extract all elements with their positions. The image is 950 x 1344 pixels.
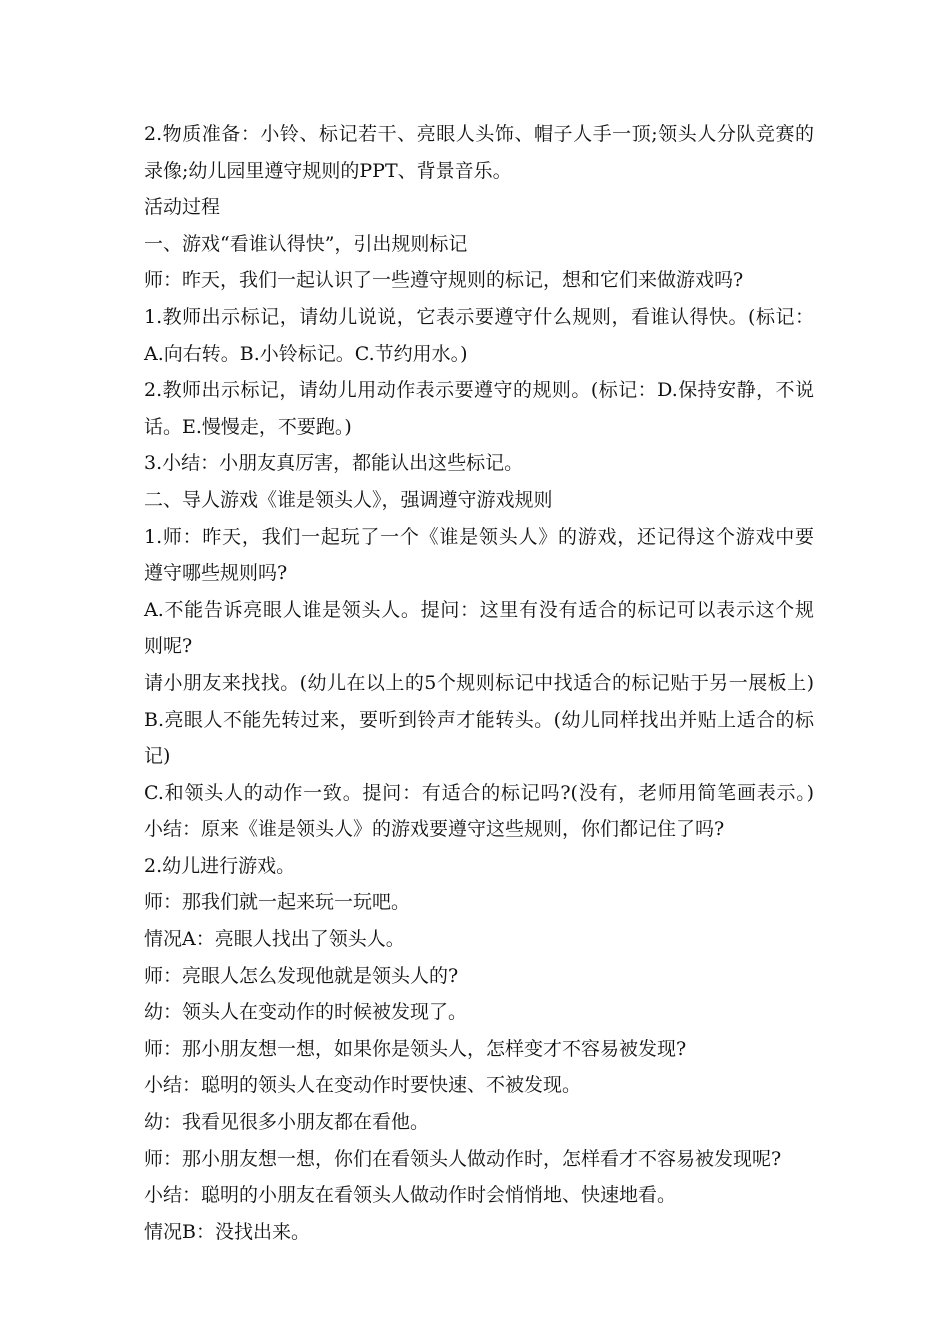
text-line: A.向右转。B.小铃标记。C.节约用水。) bbox=[144, 342, 468, 365]
section-heading: 活动过程 bbox=[144, 196, 221, 219]
text-line: C.和领头人的动作一致。提问：有适合的标记吗?(没有，老师用简笔画表示。) bbox=[144, 781, 814, 804]
text-line: 请小朋友来找找。(幼儿在以上的5个规则标记中找适合的标记贴于另一展板上) bbox=[144, 671, 814, 694]
text-line: 小结：聪明的领头人在变动作时要快速、不被发现。 bbox=[144, 1074, 582, 1097]
text-line: 师：亮眼人怎么发现他就是领头人的? bbox=[144, 964, 459, 987]
text-line: 情况B：没找出来。 bbox=[144, 1220, 310, 1243]
text-line: A.不能告诉亮眼人谁是领头人。提问：这里有没有适合的标记可以表示这个规 bbox=[144, 598, 814, 621]
text-line: 师：那小朋友想一想，如果你是领头人，怎样变才不容易被发现? bbox=[144, 1037, 687, 1060]
text-line: 1.师：昨天，我们一起玩了一个《谁是领头人》的游戏，还记得这个游戏中要 bbox=[144, 525, 814, 548]
text-line: 录像;幼儿园里遵守规则的PPT、背景音乐。 bbox=[144, 159, 512, 182]
text-line: 遵守哪些规则吗? bbox=[144, 562, 288, 585]
text-line: 情况A：亮眼人找出了领头人。 bbox=[144, 928, 405, 951]
text-line: 幼：领头人在变动作的时候被发现了。 bbox=[144, 1001, 468, 1024]
text-line: 3.小结：小朋友真厉害，都能认出这些标记。 bbox=[144, 452, 524, 475]
text-line: 话。E.慢慢走，不要跑。) bbox=[144, 415, 352, 438]
text-line: 1.教师出示标记，请幼儿说说，它表示要遵守什么规则，看谁认得快。(标记： bbox=[144, 305, 814, 328]
text-line: 幼：我看见很多小朋友都在看他。 bbox=[144, 1111, 430, 1134]
text-line: 小结：聪明的小朋友在看领头人做动作时会悄悄地、快速地看。 bbox=[144, 1184, 677, 1207]
text-line: 师：那小朋友想一想，你们在看领头人做动作时，怎样看才不容易被发现呢? bbox=[144, 1147, 782, 1170]
text-line: 师：那我们就一起来玩一玩吧。 bbox=[144, 891, 411, 914]
text-line: 师：昨天，我们一起认识了一些遵守规则的标记，想和它们来做游戏吗? bbox=[144, 269, 744, 292]
text-line: 小结：原来《谁是领头人》的游戏要遵守这些规则，你们都记住了吗? bbox=[144, 818, 725, 841]
document-body bbox=[144, 116, 814, 1250]
text-line: 2.物质准备：小铃、标记若干、亮眼人头饰、帽子人手一顶;领头人分队竞赛的 bbox=[144, 123, 814, 145]
text-line: 记) bbox=[144, 745, 171, 768]
text-line: 2.幼儿进行游戏。 bbox=[144, 854, 296, 877]
section-heading: 一、游戏“看谁认得快”，引出规则标记 bbox=[144, 232, 468, 255]
text-line: B.亮眼人不能先转过来，要听到铃声才能转头。(幼儿同样找出并贴上适合的标 bbox=[144, 708, 814, 731]
text-line: 则呢? bbox=[144, 635, 193, 658]
text-line: 2.教师出示标记，请幼儿用动作表示要遵守的规则。(标记：D.保持安静，不说 bbox=[144, 379, 814, 402]
section-heading: 二、导人游戏《谁是领头人》，强调遵守游戏规则 bbox=[144, 488, 553, 511]
